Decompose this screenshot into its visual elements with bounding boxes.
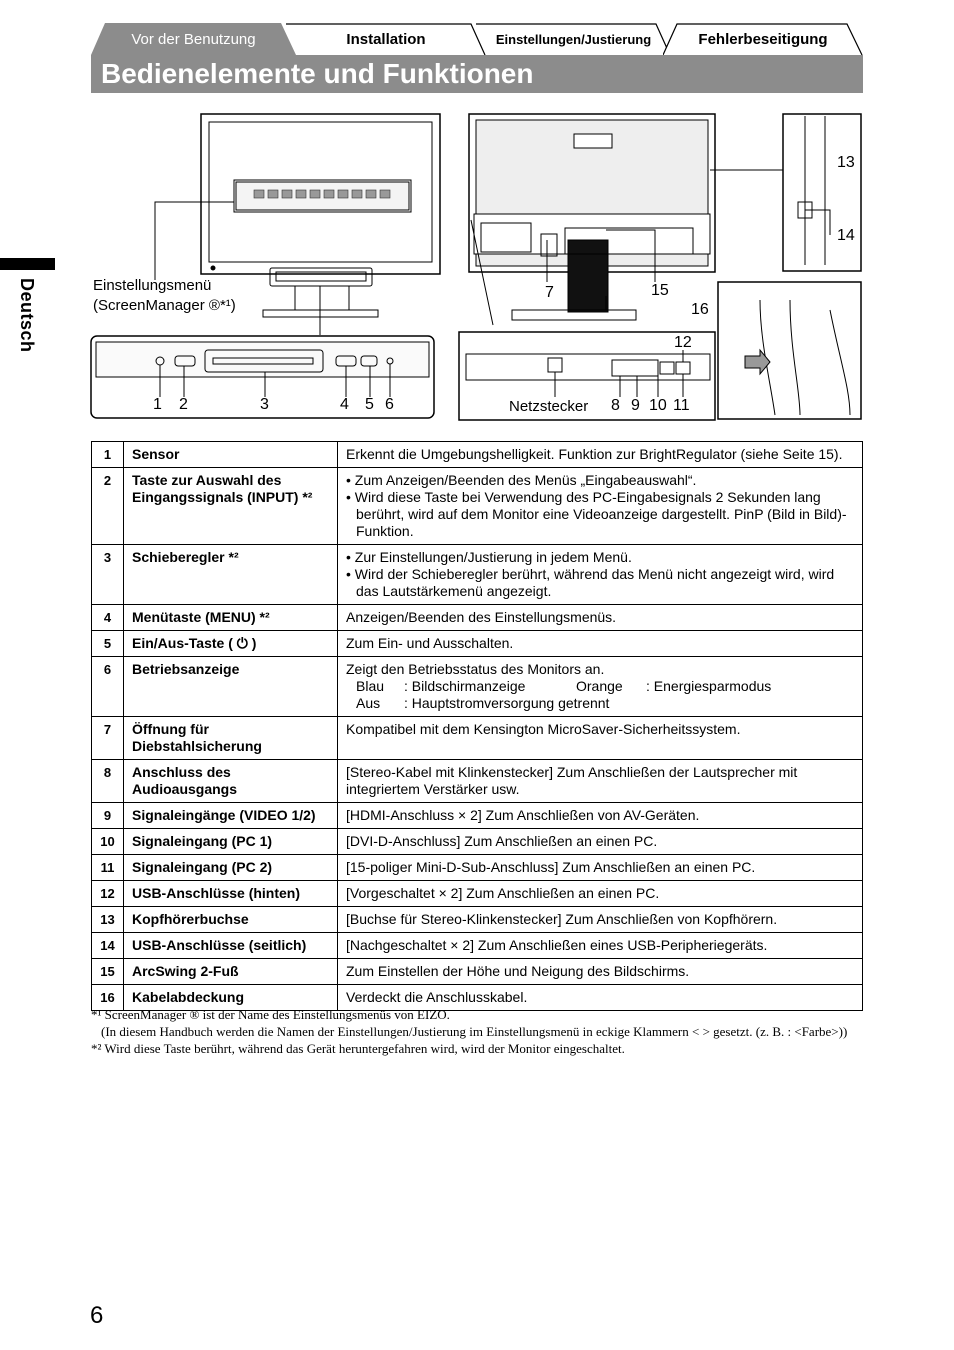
controls-table — [91, 441, 863, 1011]
tab-einstellungen[interactable]: Einstellungen/Justierung — [476, 23, 671, 55]
tab-fehlerbeseitigung[interactable]: Fehlerbeseitigung — [663, 23, 863, 55]
table-row — [92, 631, 863, 657]
tab-vor-der-benutzung[interactable]: Vor der Benutzung — [91, 23, 296, 55]
description-line: Zeigt den Betriebsstatus des Monitors an. — [346, 661, 605, 677]
callout-12: 12 — [674, 334, 692, 351]
row-description — [338, 605, 863, 631]
page-title: Bedienelemente und Funktionen — [101, 58, 534, 89]
callout-9: 9 — [631, 397, 640, 414]
row-number: 9 — [92, 803, 124, 829]
monitor-diagram — [0, 110, 954, 425]
table-row — [92, 545, 863, 605]
row-name: Signaleingang (PC 1) — [124, 829, 338, 855]
row-name: Betriebsanzeige — [124, 657, 338, 717]
callout-4: 4 — [340, 396, 349, 413]
callout-15: 15 — [651, 282, 669, 299]
row-number: 13 — [92, 907, 124, 933]
row-number: 10 — [92, 829, 124, 855]
status-blau-text: : Bildschirmanzeige — [404, 678, 526, 694]
row-number: 11 — [92, 855, 124, 881]
tab-installation[interactable]: Installation — [286, 23, 486, 55]
row-name: USB-Anschlüsse (hinten) — [124, 881, 338, 907]
callout-13: 13 — [837, 154, 855, 171]
description-line: [Stereo-Kabel mit Klinkenstecker] Zum Anschließen der Lautsprecher mit integriertem Verstärker usw. — [346, 764, 798, 797]
description-line: • Wird diese Taste bei Verwendung des PC-Eingabesignals 2 Sekunden lang berührt, wird auf dem Monitor eine Videoanzeige dargestellt. PinP (Bild in Bild)-Funktion. — [346, 489, 847, 539]
callout-6: 6 — [385, 396, 394, 413]
netzstecker-label: Netzstecker — [509, 398, 589, 415]
callout-7: 7 — [545, 284, 554, 301]
row-description — [338, 545, 863, 605]
status-orange-text: : Energiesparmodus — [646, 678, 772, 694]
table-row — [92, 442, 863, 468]
row-name: Signaleingänge (VIDEO 1/2) — [124, 803, 338, 829]
row-description — [338, 907, 863, 933]
description-line: Zum Einstellen der Höhe und Neigung des Bildschirms. — [346, 963, 690, 979]
row-description — [338, 442, 863, 468]
row-name: Signaleingang (PC 2) — [124, 855, 338, 881]
row-name: Kabelabdeckung — [124, 985, 338, 1011]
description-line: [HDMI-Anschluss × 2] Zum Anschließen von AV-Geräten. — [346, 807, 700, 823]
table-row — [92, 468, 863, 545]
description-line: Anzeigen/Beenden des Einstellungsmenüs. — [346, 609, 617, 625]
row-number: 1 — [92, 442, 124, 468]
status-line — [346, 678, 854, 695]
description-line: [Nachgeschaltet × 2] Zum Anschließen eines USB-Peripheriegeräts. — [346, 937, 768, 953]
row-name: USB-Anschlüsse (seitlich) — [124, 933, 338, 959]
description-line: [15-poliger Mini-D-Sub-Anschluss] Zum Anschließen an einen PC. — [346, 859, 756, 875]
callout-11: 11 — [673, 397, 690, 414]
row-description — [338, 803, 863, 829]
status-line — [346, 695, 854, 712]
row-name: Sensor — [124, 442, 338, 468]
table-row — [92, 803, 863, 829]
footnote-1: *¹ ScreenManager ® ist der Name des Einstellungsmenüs von EIZO. — [91, 1007, 450, 1022]
description-line: Zum Ein- und Ausschalten. — [346, 635, 514, 651]
table-row — [92, 760, 863, 803]
footnote-1b: (In diesem Handbuch werden die Namen der Einstellungen/Justierung im Einstellungsmenü in eckige Klammern < > gesetzt. (z. B. : <Farbe>)) — [101, 1024, 848, 1039]
row-name: ArcSwing 2-Fuß — [124, 959, 338, 985]
indent — [346, 678, 356, 695]
row-description — [338, 657, 863, 717]
description-line: Verdeckt die Anschlusskabel. — [346, 989, 528, 1005]
description-line: [Vorgeschaltet × 2] Zum Anschließen an einen PC. — [346, 885, 660, 901]
menu-label: Einstellungsmenü — [93, 277, 212, 294]
callout-14: 14 — [837, 227, 855, 244]
row-name: Menütaste (MENU) *² — [124, 605, 338, 631]
row-description — [338, 933, 863, 959]
monitor-illustration — [0, 110, 954, 425]
callout-5: 5 — [365, 396, 374, 413]
language-label: Deutsch — [17, 278, 37, 353]
row-description — [338, 468, 863, 545]
table-row — [92, 605, 863, 631]
table-row — [92, 657, 863, 717]
callout-3: 3 — [260, 396, 269, 413]
status-blau: Blau — [356, 678, 385, 694]
chapter-tabs — [91, 23, 863, 55]
row-number: 16 — [92, 985, 124, 1011]
callout-1: 1 — [153, 396, 162, 413]
row-description — [338, 881, 863, 907]
row-number: 4 — [92, 605, 124, 631]
row-number: 12 — [92, 881, 124, 907]
row-name: Ein/Aus-Taste ( ⏻ ) — [124, 631, 338, 657]
description-line: [DVI-D-Anschluss] Zum Anschließen an einen PC. — [346, 833, 658, 849]
row-description — [338, 717, 863, 760]
row-name: Schieberegler *² — [124, 545, 338, 605]
row-name: Anschluss des Audioausgangs — [124, 760, 338, 803]
row-number: 2 — [92, 468, 124, 545]
row-description — [338, 959, 863, 985]
callout-10: 10 — [649, 397, 667, 414]
row-number: 5 — [92, 631, 124, 657]
page-number: 6 — [90, 1302, 104, 1329]
status-aus: Aus — [356, 695, 381, 711]
table-row — [92, 717, 863, 760]
row-description — [338, 829, 863, 855]
description-line: Kompatibel mit dem Kensington MicroSaver-Sicherheitssystem. — [346, 721, 741, 737]
table-row — [92, 907, 863, 933]
table-row — [92, 959, 863, 985]
indent — [346, 695, 356, 712]
table-row — [92, 855, 863, 881]
callout-8: 8 — [611, 397, 620, 414]
row-number: 7 — [92, 717, 124, 760]
description-line: • Zum Anzeigen/Beenden des Menüs „Eingabeauswahl“. — [346, 472, 697, 488]
row-name: Taste zur Auswahl des Eingangssignals (INPUT) *² — [124, 468, 338, 545]
row-number: 3 — [92, 545, 124, 605]
footnotes — [91, 1006, 863, 1057]
status-aus-text: : Hauptstromversorgung getrennt — [404, 695, 610, 711]
description-line: Erkennt die Umgebungshelligkeit. Funktion zur BrightRegulator (siehe Seite 15). — [346, 446, 843, 462]
table-row — [92, 829, 863, 855]
row-description — [338, 631, 863, 657]
table-row — [92, 881, 863, 907]
row-number: 15 — [92, 959, 124, 985]
description-line: [Buchse für Stereo-Klinkenstecker] Zum Anschließen von Kopfhörern. — [346, 911, 778, 927]
row-number: 6 — [92, 657, 124, 717]
row-description — [338, 760, 863, 803]
screenmanager-label: (ScreenManager ®*¹) — [93, 297, 236, 314]
footnote-2: *² Wird diese Taste berührt, während das Gerät heruntergefahren wird, wird der Monitor eingeschaltet. — [91, 1041, 625, 1056]
description-line: • Wird der Schieberegler berührt, während das Menü nicht angezeigt wird, wird das Lautstärkemenü angezeigt. — [346, 566, 835, 599]
callout-2: 2 — [179, 396, 188, 413]
description-line: • Zur Einstellungen/Justierung in jedem Menü. — [346, 549, 632, 565]
row-number: 8 — [92, 760, 124, 803]
row-name: Öffnung für Diebstahlsicherung — [124, 717, 338, 760]
status-orange: Orange — [576, 678, 623, 694]
row-description — [338, 855, 863, 881]
table-row — [92, 933, 863, 959]
callout-16: 16 — [691, 301, 709, 318]
title-bar — [91, 55, 863, 93]
row-number: 14 — [92, 933, 124, 959]
row-name: Kopfhörerbuchse — [124, 907, 338, 933]
